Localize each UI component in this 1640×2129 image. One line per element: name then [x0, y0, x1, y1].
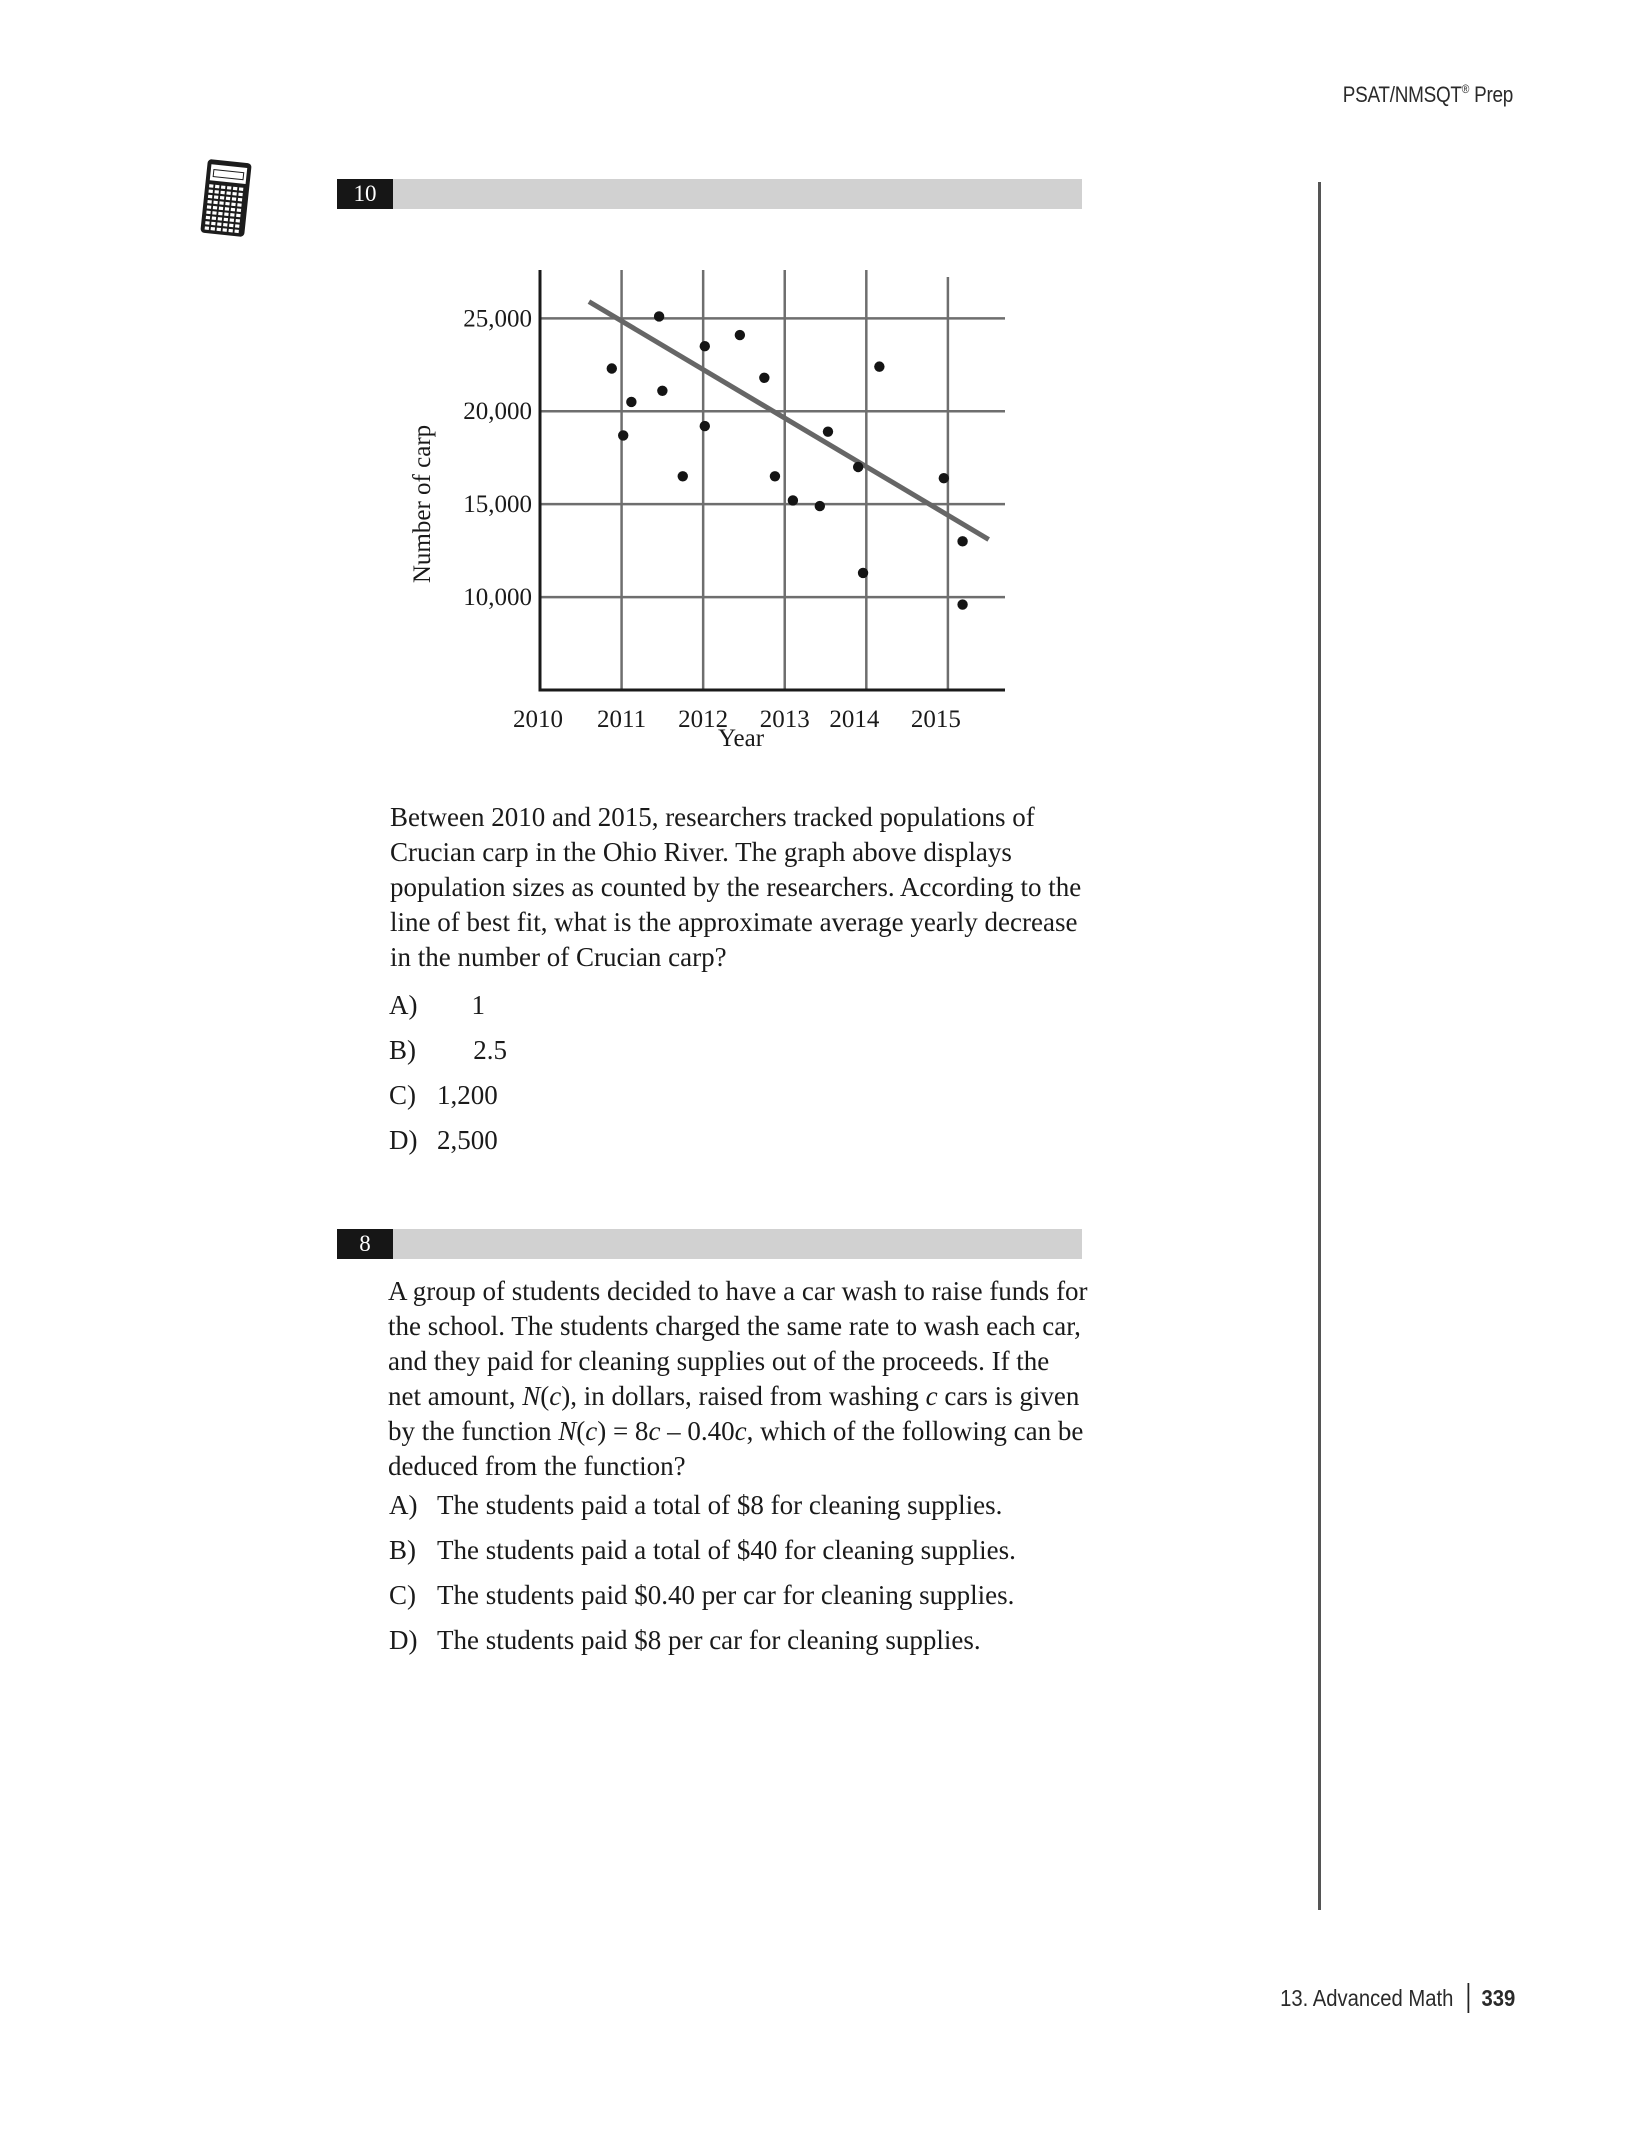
- choice-b[interactable]: [389, 1035, 507, 1066]
- stem-text: – 0.40: [660, 1416, 735, 1446]
- choice-d[interactable]: [389, 1625, 981, 1656]
- data-point: [626, 397, 636, 407]
- math-variable: c: [734, 1416, 747, 1446]
- data-point: [770, 471, 780, 481]
- stem-text: (: [576, 1416, 586, 1446]
- registered-mark: ®: [1461, 82, 1470, 96]
- choice-text: 2.5: [473, 1035, 507, 1065]
- choice-letter: A): [389, 1490, 418, 1520]
- choice-a[interactable]: [389, 990, 485, 1021]
- data-point: [957, 599, 967, 609]
- choice-text: 2,500: [437, 1125, 498, 1155]
- y-tick-label: 25,000: [463, 305, 532, 333]
- choice-letter: C): [389, 1080, 416, 1110]
- choice-b[interactable]: [389, 1535, 1016, 1566]
- scatter-chart: [400, 260, 1040, 760]
- data-point: [700, 421, 710, 431]
- data-point: [858, 568, 868, 578]
- running-head: [1343, 82, 1513, 108]
- data-point: [657, 386, 667, 396]
- question-header-10: [337, 179, 1082, 209]
- choice-letter: C): [389, 1580, 416, 1610]
- data-point: [957, 536, 967, 546]
- choice-text: 1,200: [437, 1080, 498, 1110]
- margin-rule: [1318, 182, 1321, 1910]
- x-axis-label: Year: [717, 725, 765, 752]
- choice-a[interactable]: [389, 1490, 1002, 1521]
- data-point: [823, 426, 833, 436]
- question-number: 8: [337, 1229, 393, 1259]
- y-axis-label: Number of carp: [409, 424, 436, 584]
- calculator-icon: [198, 158, 254, 238]
- choice-letter: B): [389, 1035, 416, 1065]
- stem-text: ), in dollars, raised from washing: [561, 1381, 926, 1411]
- data-point: [759, 373, 769, 383]
- y-tick-label: 20,000: [463, 398, 532, 426]
- question-header-8: [337, 1229, 1082, 1259]
- y-tick-label: 15,000: [463, 491, 532, 519]
- x-tick-label: 2011: [597, 706, 647, 733]
- y-tick-label: 10,000: [463, 584, 532, 612]
- question-8-stem: [388, 1274, 1088, 1484]
- page-footer: [1280, 1983, 1515, 2013]
- question-10-stem: Between 2010 and 2015, researchers tracked populations of Crucian carp in the Ohio River. The graph above displays population sizes as counted by the researchers. According to the line of best fit, what is the approximate average yearly decrease in the number of Crucian carp?: [390, 802, 1082, 972]
- running-head-title: PSAT/NMSQT: [1342, 82, 1462, 107]
- choice-c[interactable]: [389, 1580, 1014, 1611]
- choice-letter: A): [389, 990, 418, 1020]
- choice-letter: B): [389, 1535, 416, 1565]
- data-point: [853, 462, 863, 472]
- x-tick-label: 2014: [829, 706, 880, 733]
- x-tick-label: 2013: [759, 706, 810, 733]
- choice-letter: D): [389, 1125, 418, 1155]
- stem-text: , which of the following can be deduced from the function?: [388, 1416, 1084, 1481]
- choice-text: 1: [471, 990, 485, 1020]
- data-point: [654, 311, 664, 321]
- data-point: [607, 363, 617, 373]
- data-point: [735, 330, 745, 340]
- math-variable: N: [558, 1416, 577, 1446]
- x-tick-label: 2010: [513, 706, 563, 733]
- math-variable: c: [585, 1416, 598, 1446]
- data-point: [618, 430, 628, 440]
- stem-text: ) = 8: [597, 1416, 649, 1446]
- chapter-title: 13. Advanced Math: [1279, 1984, 1454, 2011]
- footer-divider: [1467, 1983, 1469, 2013]
- math-variable: c: [925, 1381, 938, 1411]
- stem-text: cars is given by the function: [388, 1381, 1080, 1446]
- data-point: [700, 341, 710, 351]
- data-point: [815, 501, 825, 511]
- page-number: 339: [1481, 1984, 1515, 2011]
- data-point: [939, 473, 949, 483]
- math-variable: c: [648, 1416, 661, 1446]
- data-point: [874, 361, 884, 371]
- choice-letter: D): [389, 1625, 418, 1655]
- stem-text: A group of students decided to have a car wash to raise funds for the school. The students charged the same rate to wash each car, and they paid for cleaning supplies out of the proceeds. If the net amount,: [388, 1276, 1088, 1411]
- x-tick-label: 2012: [678, 706, 729, 733]
- choice-text: The students paid a total of $40 for cleaning supplies.: [437, 1535, 1016, 1565]
- data-point: [678, 471, 688, 481]
- choice-text: The students paid $8 per car for cleaning supplies.: [437, 1625, 981, 1655]
- choice-text: The students paid $0.40 per car for cleaning supplies.: [437, 1580, 1015, 1610]
- data-point: [788, 495, 798, 505]
- choice-c[interactable]: [389, 1080, 498, 1111]
- running-head-suffix: Prep: [1469, 82, 1513, 107]
- choice-text: The students paid a total of $8 for cleaning supplies.: [437, 1490, 1003, 1520]
- math-variable: N: [522, 1381, 541, 1411]
- x-tick-label: 2015: [910, 706, 961, 733]
- question-number: 10: [337, 179, 393, 209]
- choice-d[interactable]: [389, 1125, 498, 1156]
- math-variable: c: [549, 1381, 562, 1411]
- stem-text: (: [540, 1381, 550, 1411]
